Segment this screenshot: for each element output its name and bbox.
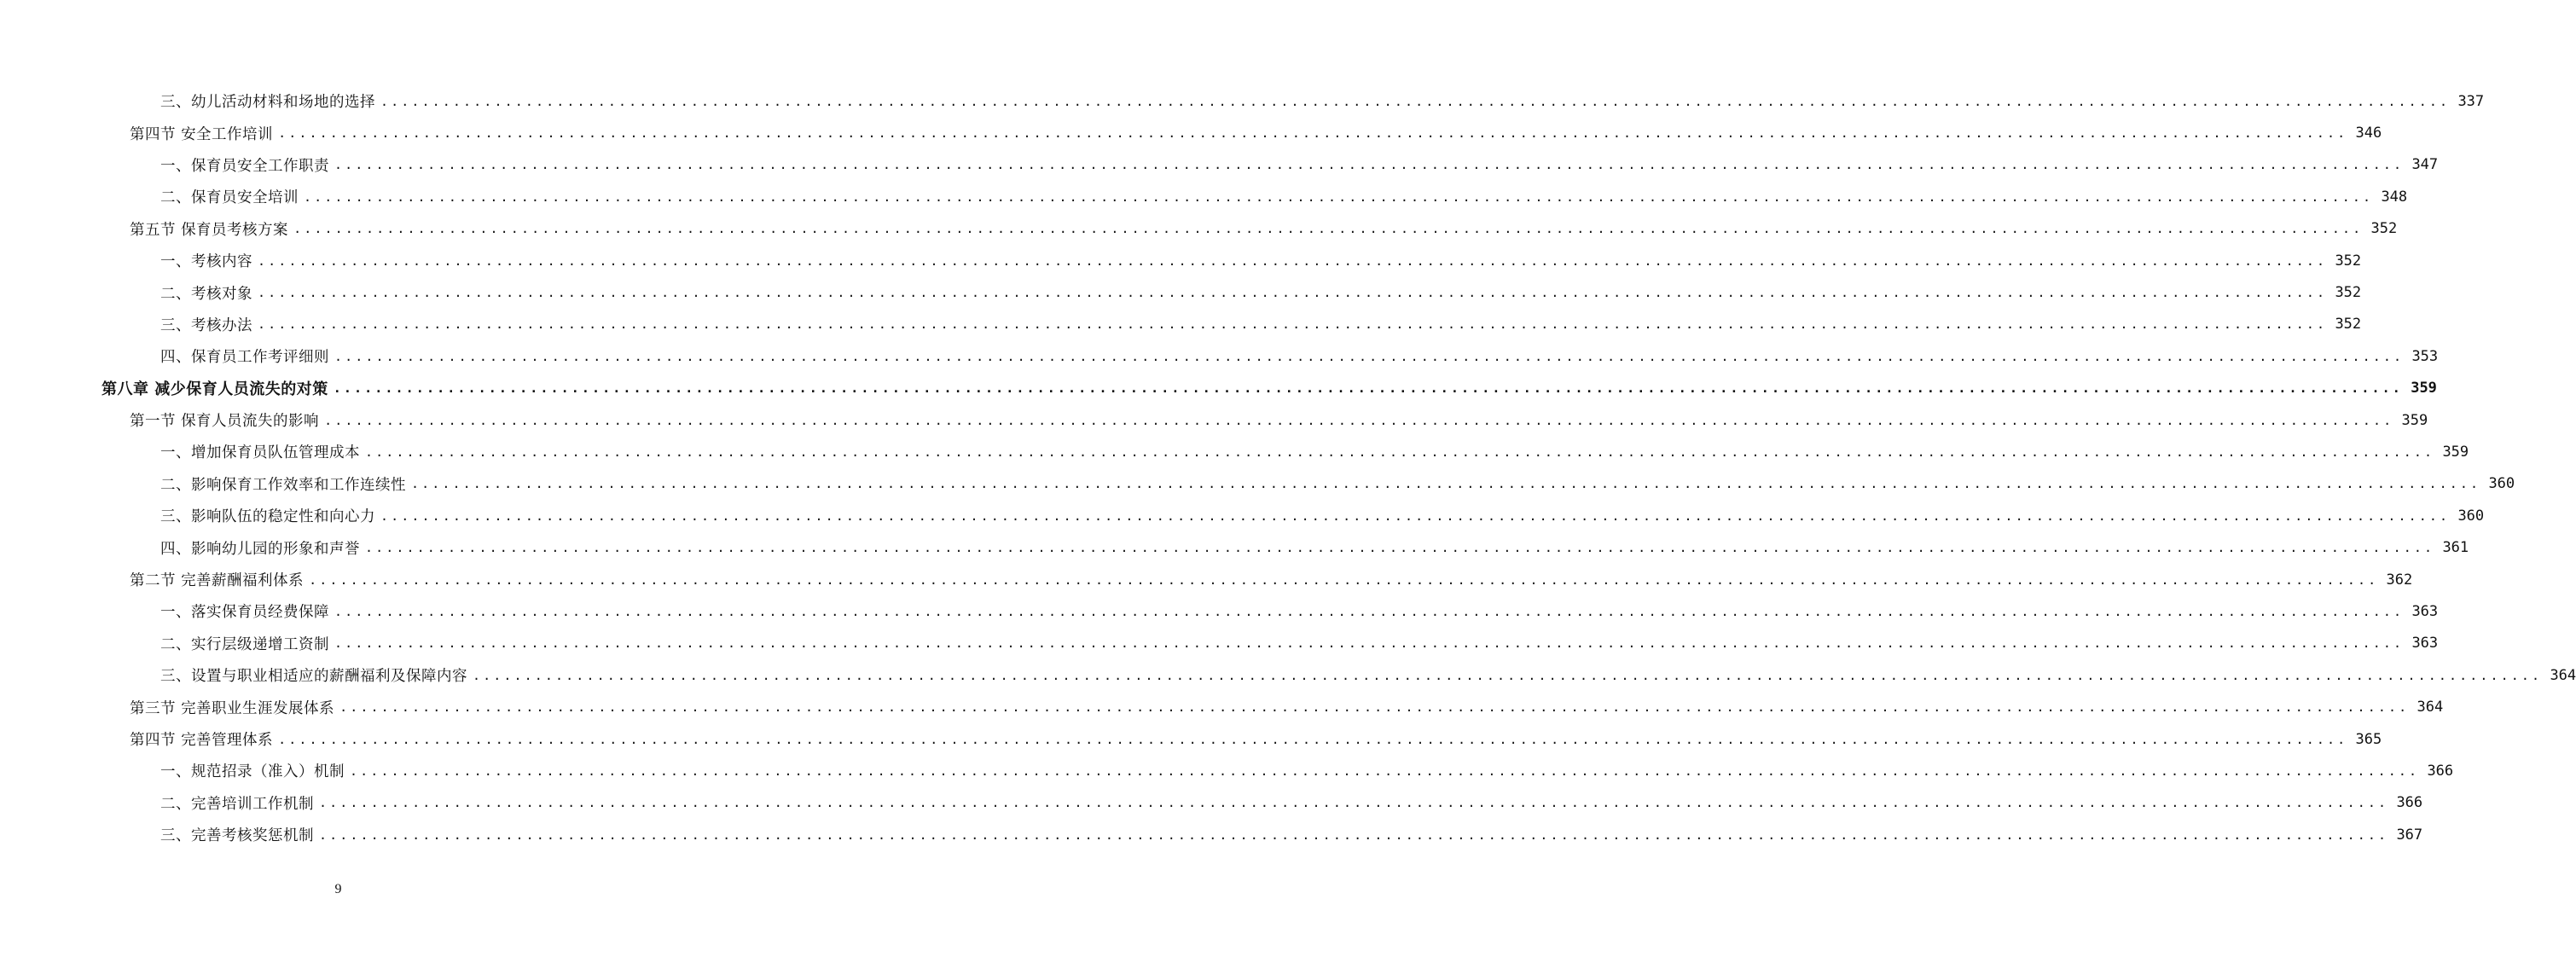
toc-subsection-row[interactable] [0,755,2454,786]
toc-entry-page: 364 [2550,666,2576,684]
toc-entry-page: 367 [2396,826,2423,844]
toc-entry-title: 二、影响保育工作效率和工作连续性 [160,476,406,494]
toc-entry-title: 四、影响幼儿园的形象和声誉 [160,540,360,558]
toc-subsection-row[interactable] [0,245,2362,276]
toc-section-row[interactable] [0,213,2398,245]
dot-leader: ........................................................................................................................................................................................................ [339,699,2410,716]
dot-leader: ........................................................................................................................................................................................................ [278,731,2348,747]
toc-entry-title: 二、完善培训工作机制 [160,795,314,813]
toc-section-row[interactable] [0,691,2444,722]
dot-leader: ........................................................................................................................................................................................................ [473,667,2543,683]
dot-leader: ........................................................................................................................................................................................................ [411,476,2481,492]
toc-entry-page: 352 [2335,284,2362,302]
dot-leader: ........................................................................................................................................................................................................ [380,93,2451,109]
dot-leader: ........................................................................................................................................................................................................ [334,157,2405,173]
dot-leader: ........................................................................................................................................................................................................ [380,508,2451,524]
dot-leader: ........................................................................................................................................................................................................ [293,221,2364,237]
toc-entry-title: 一、落实保育员经费保障 [160,604,329,622]
toc-entry-title: 四、保育员工作考评细则 [160,349,329,367]
toc-subsection-row[interactable] [0,309,2362,340]
toc-chapter-row[interactable] [0,373,2437,404]
dot-leader: ........................................................................................................................................................................................................ [278,125,2348,142]
toc-subsection-row[interactable] [0,787,2423,819]
toc-entry-title: 一、规范招录（准入）机制 [160,763,345,781]
toc-entry-page: 352 [2335,252,2362,270]
toc-section-row[interactable] [0,404,2428,436]
toc-subsection-row[interactable] [0,181,2408,212]
toc-entry-title: 一、考核内容 [160,253,252,271]
toc-entry-page: 347 [2411,156,2439,174]
toc-entry-title: 一、保育员安全工作职责 [160,157,329,175]
toc-entry-title: 三、影响队伍的稳定性和向心力 [160,508,375,526]
dot-leader: ........................................................................................................................................................................................................ [309,571,2379,588]
toc-entry-title: 三、完善考核奖惩机制 [160,827,314,845]
toc-entry-title: 三、幼儿活动材料和场地的选择 [160,94,375,112]
toc-subsection-row[interactable] [0,436,2469,467]
toc-entry-page: 361 [2442,539,2469,557]
toc-subsection-row[interactable] [0,819,2423,850]
toc-subsection-row[interactable] [0,276,2362,308]
dot-leader: ........................................................................................................................................................................................................ [334,603,2405,619]
toc-entry-page: 359 [2411,380,2437,397]
toc-entry-page: 363 [2411,635,2439,652]
toc-entry-title: 一、增加保育员队伍管理成本 [160,444,360,462]
toc-entry-page: 352 [2370,220,2398,238]
dot-leader: ........................................................................................................................................................................................................ [334,635,2405,652]
dot-leader: ........................................................................................................................................................................................................ [304,188,2374,205]
page-number: 9 [334,882,342,896]
toc-entry-title: 二、保育员安全培训 [160,189,299,207]
toc-entry-page: 353 [2411,347,2439,365]
toc-section-row[interactable] [0,564,2413,595]
toc-entry-page: 363 [2411,602,2439,620]
toc-entry-title: 第四节 安全工作培训 [130,125,274,143]
toc-entry-title: 三、设置与职业相适应的薪酬福利及保障内容 [160,668,467,686]
toc-subsection-row[interactable] [0,468,2515,500]
dot-leader: ........................................................................................................................................................................................................ [319,795,2389,811]
dot-leader: ........................................................................................................................................................................................................ [365,444,2435,460]
dot-leader: ........................................................................................................................................................................................................ [258,285,2328,301]
toc-section-row[interactable] [0,723,2382,755]
toc-entry-page: 346 [2355,125,2382,142]
toc-subsection-row[interactable] [0,531,2469,563]
toc-entry-title: 三、考核办法 [160,316,252,334]
toc-subsection-row[interactable] [0,628,2439,659]
toc-entry-page: 360 [2457,507,2485,525]
table-of-contents [0,85,2576,850]
dot-leader: ........................................................................................................................................................................................................ [258,316,2328,333]
toc-entry-title: 第四节 完善管理体系 [130,732,274,749]
toc-subsection-row[interactable] [0,340,2439,372]
dot-leader: ........................................................................................................................................................................................................ [258,252,2328,269]
toc-subsection-row[interactable] [0,595,2439,627]
dot-leader: ........................................................................................................................................................................................................ [350,763,2420,779]
toc-entry-page: 359 [2442,443,2469,461]
toc-entry-title: 二、考核对象 [160,285,252,303]
dot-leader: ........................................................................................................................................................................................................ [319,826,2389,843]
toc-entry-title: 第一节 保育人员流失的影响 [130,413,320,431]
toc-subsection-row[interactable] [0,85,2485,117]
toc-entry-page: 366 [2396,794,2423,812]
toc-entry-page: 352 [2335,316,2362,334]
toc-subsection-row[interactable] [0,149,2439,181]
toc-subsection-row[interactable] [0,659,2576,691]
dot-leader: ........................................................................................................................................................................................................ [324,412,2394,428]
toc-entry-title: 第八章 减少保育人员流失的对策 [102,380,328,399]
toc-entry-page: 362 [2386,571,2413,589]
dot-leader: ........................................................................................................................................................................................................ [365,540,2435,556]
toc-entry-page: 359 [2401,411,2428,429]
toc-entry-title: 第五节 保育员考核方案 [130,221,289,239]
toc-entry-page: 364 [2416,699,2444,716]
toc-entry-title: 第三节 完善职业生涯发展体系 [130,699,335,717]
toc-entry-page: 337 [2457,92,2485,110]
dot-leader: ........................................................................................................................................................................................................ [334,348,2405,364]
toc-entry-page: 360 [2488,475,2515,493]
toc-entry-page: 365 [2355,730,2382,748]
dot-leader: ........................................................................................................................................................................................................ [333,380,2403,397]
toc-subsection-row[interactable] [0,500,2485,531]
toc-entry-title: 第二节 完善薪酬福利体系 [130,572,305,590]
toc-entry-title: 二、实行层级递增工资制 [160,635,329,653]
toc-entry-page: 366 [2427,762,2454,780]
toc-section-row[interactable] [0,117,2382,148]
toc-entry-page: 348 [2381,188,2408,206]
